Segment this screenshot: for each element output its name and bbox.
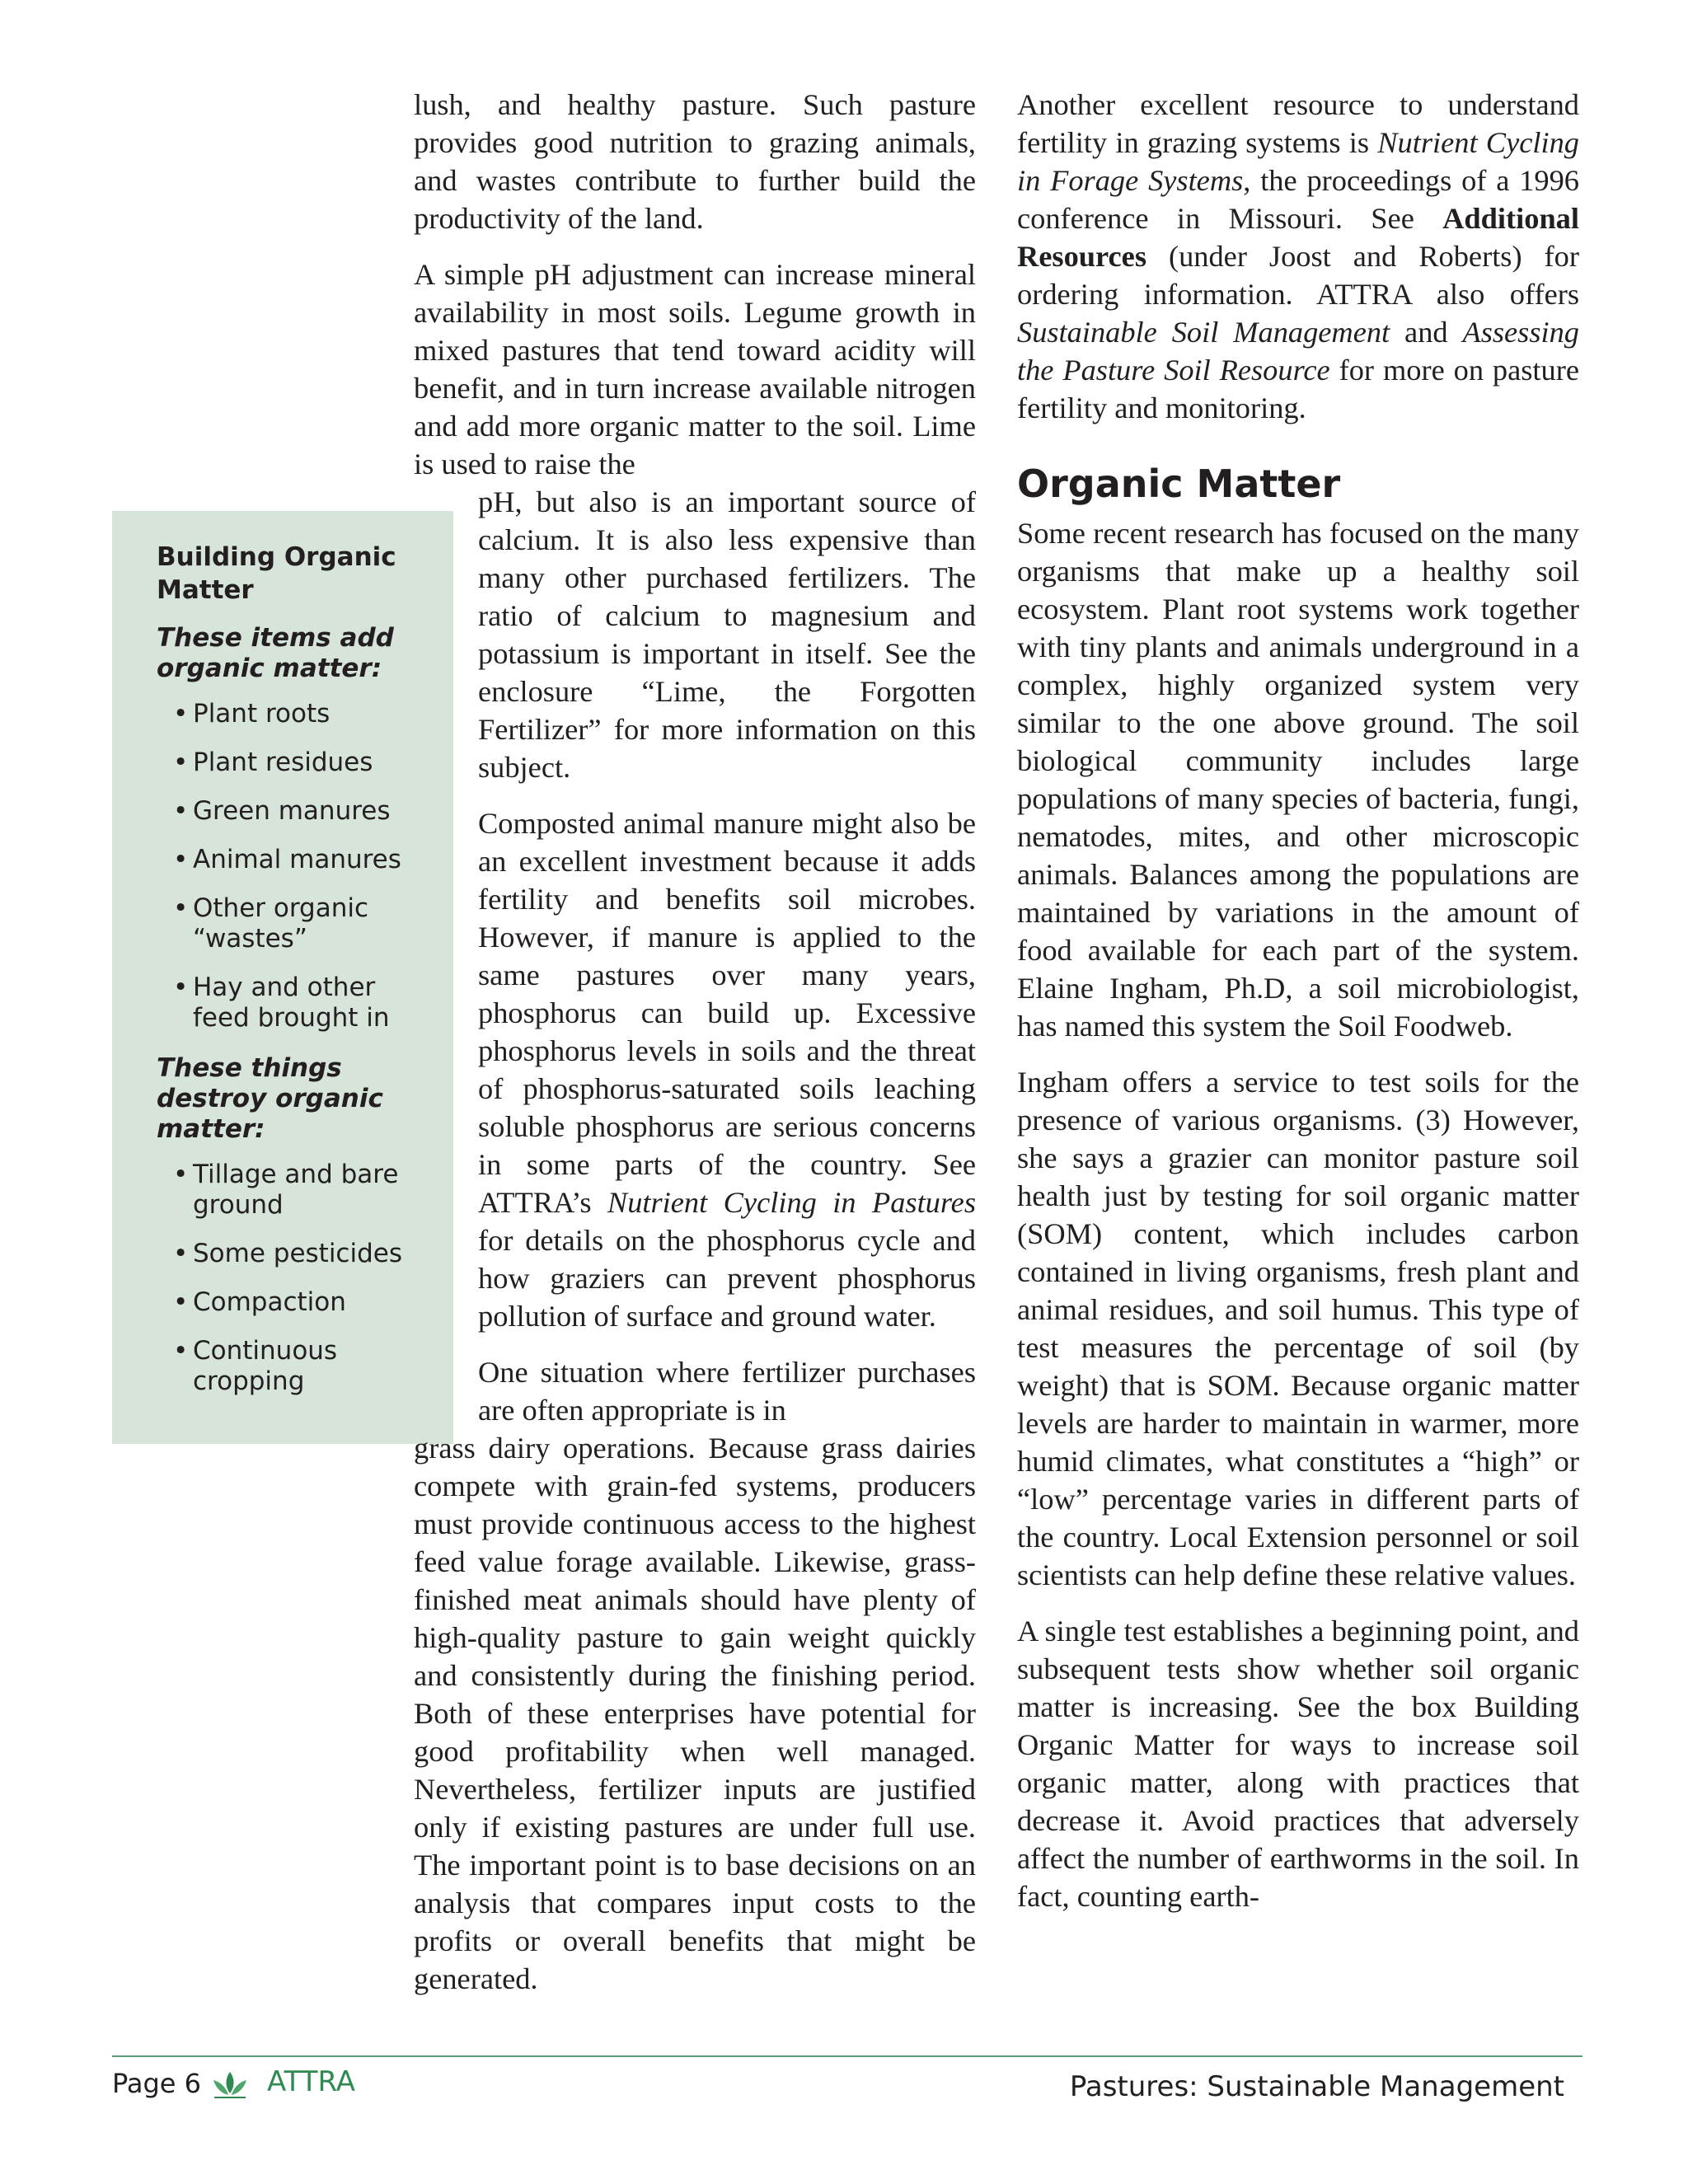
paragraph bbox=[414, 1353, 976, 1998]
middle-column bbox=[414, 86, 976, 2016]
list-item: • Some pesticides bbox=[157, 1239, 434, 1269]
publication-title: Sustainable Soil Management bbox=[1017, 316, 1390, 349]
paragraph bbox=[414, 804, 976, 1335]
list-item: • Plant residues bbox=[157, 748, 434, 778]
sidebar-box bbox=[112, 511, 453, 1444]
add-list bbox=[157, 699, 434, 1033]
paragraph-text: grass dairy operations. Because grass dairies compete with grain-fed systems, producers must provide continuous access to the highest feed value forage available. Likewise, grass-finished meat animals should have plenty of high-quality pasture to gain weight quickly and consistently during the finishing period. Both of these enterprises have potential for good profitability when well managed. Nevertheless, fertilizer inputs are justified only if existing pastures are under full use. The important point is to base decisions on an analysis that compares input costs to the profits or overall benefits that might be generated. bbox=[414, 1432, 976, 1995]
paragraph: lush, and healthy pasture. Such pasture provides good nutrition to grazing animals, and wastes contribute to further build the productivity of the land. bbox=[414, 88, 976, 235]
section-heading: Organic Matter bbox=[1017, 462, 1341, 506]
leaf-icon bbox=[211, 2069, 249, 2100]
paragraph: Ingham offers a service to test soils for the presence of various organisms. (3) However, she says a grazier can monitor pasture soil health just by testing for soil organic matter (SOM) content, which includes carbon contained in living organisms, fresh plant and animal residues, and soil humus. This type of test measures the percentage of soil (by weight) that is SOM. Because organic matter levels are harder to maintain in warmer, more humid climates, what constitutes a “high” or “low” percentage varies in different parts of the country. Local Extension personnel or soil scientists can help define these relative values. bbox=[1017, 1066, 1579, 1591]
list-item: • Continuous cropping bbox=[157, 1336, 434, 1397]
list-item: • Compaction bbox=[157, 1287, 434, 1318]
list-item: • Plant roots bbox=[157, 699, 434, 729]
paragraph-text: for details on the phosphorus cycle and how graziers can prevent phosphorus pollution of surface and ground water. bbox=[478, 1224, 976, 1333]
list-item: • Green manures bbox=[157, 796, 434, 827]
list-item: • Hay and other feed brought in bbox=[157, 972, 434, 1033]
paragraph-text: Another excellent resource to understand fertility in grazing systems is bbox=[1017, 88, 1579, 159]
sidebar-title: Building Organic Matter bbox=[157, 542, 396, 605]
paragraph: Some recent research has focused on the many organisms that make up a healthy soil ecosystem. Plant root systems work together with tiny plants and animals underground in a complex, highly organized system very similar to the one above ground. The soil biological community includes large populations of many species of bacteria, fungi, nematodes, mites, and other microscopic animals. Balances among the populations are maintained by variations in the amount of food available for each part of the system. Elaine Ingham, Ph.D, a soil microbiologist, has named this system the Soil Foodweb. bbox=[1017, 517, 1579, 1043]
publication-title: Assessing the Pasture Soil Resource bbox=[1017, 316, 1579, 387]
paragraph bbox=[414, 255, 976, 786]
right-column bbox=[1017, 86, 1579, 1933]
page-number: Page 6 bbox=[112, 2068, 201, 2099]
paragraph-text: , the proceedings of a 1996 conference in Missouri. See bbox=[1017, 164, 1579, 235]
destroy-heading: These things destroy organic matter: bbox=[157, 1053, 383, 1144]
paragraph-text: A simple pH adjustment can increase mineral availability in most soils. Legume growth in mixed pastures that tend toward acidity will benefit, and in turn increase available nitrogen and add more organic matter to the soil. Lime is used to raise the bbox=[414, 258, 976, 480]
add-heading: These items add organic matter: bbox=[157, 623, 394, 683]
paragraph-text: (under Joost and Roberts) for ordering information. ATTRA also offers bbox=[1017, 240, 1579, 311]
publication-title: Nutrient Cycling in Pastures bbox=[607, 1186, 976, 1219]
paragraph-text: Composted animal manure might also be an excellent investment because it adds fertility and benefits soil microbes. However, if manure is applied to the same pastures over many years, phosphorus can build up. Excessive phosphorus levels in soils and the threat of phosphorus-saturated soils leaching soluble phosphorus are serious concerns in some parts of the country. See ATTRA’s bbox=[478, 807, 976, 1219]
list-item: • Other organic “wastes” bbox=[157, 893, 434, 954]
publication-title-footer: Pastures: Sustainable Management bbox=[1069, 2070, 1564, 2103]
destroy-list bbox=[157, 1160, 434, 1397]
footer-divider bbox=[112, 2055, 1582, 2057]
list-item: • Animal manures bbox=[157, 845, 434, 875]
paragraph-text: for more on pasture fertility and monitoring. bbox=[1017, 354, 1580, 424]
publication-title: Nutrient Cycling in Forage Systems bbox=[1017, 126, 1579, 197]
paragraph bbox=[1017, 86, 1579, 427]
resources-reference: Additional Resources bbox=[1017, 202, 1579, 273]
brand-name: ATTRA bbox=[267, 2065, 356, 2098]
paragraph-text-indented: One situation where fertilizer purchases are often appropriate is in bbox=[478, 1356, 976, 1427]
paragraph-text: and bbox=[1390, 316, 1463, 349]
list-item: • Tillage and bare ground bbox=[157, 1160, 434, 1221]
paragraph: A single test establishes a beginning point, and subsequent tests show whether soil organic matter is increasing. See the box Building Organic Matter for ways to increase soil organic matter, along with practices that decrease it. Avoid practices that adversely affect the number of earthworms in the soil. In fact, counting earth- bbox=[1017, 1615, 1579, 1913]
paragraph-text-indented: pH, but also is an important source of calcium. It is also less expensive than many other purchased fertilizers. The ratio of calcium to magnesium and potassium is important in itself. See the enclosure “Lime, the Forgotten Fertilizer” for more information on this subject. bbox=[478, 485, 976, 784]
